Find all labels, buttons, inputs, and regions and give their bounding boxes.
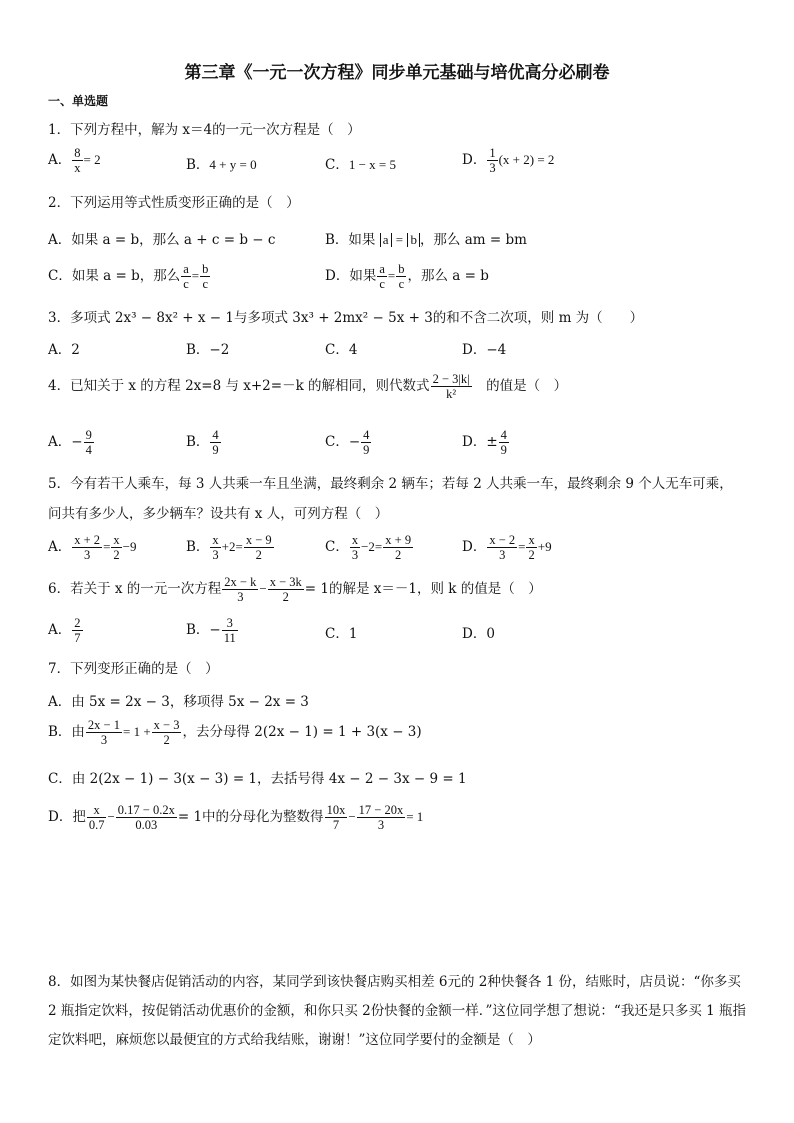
q2-option-c: C．如果 a = b，那么 $\frac{a}{c}$ = $\frac{b}{c}$ (48, 262, 209, 291)
q6-option-a: A． $\frac{2}{7}$ (48, 616, 81, 645)
q6-option-c: C．1 (325, 626, 358, 642)
question-3-stem: 3．多项式 2x³ − 8x² + x − 1与多项式 3x³ + 2mx² − 5x + 3的和不含二次项，则 m 为（ ） (48, 310, 644, 326)
q2-option-b: B．如果 a = b ，那么 am = bm (325, 232, 527, 248)
q5-option-a: A． $\frac{x + 2}{3}$ = $\frac{x}{2}$ −9 (48, 533, 137, 562)
q1-option-b: B．4 + y = 0 (186, 157, 257, 173)
q7-option-a: A．由 5x = 2x − 3，移项得 5x − 2x = 3 (48, 694, 309, 710)
q6-option-b: B．− $\frac{3}{11}$ (186, 616, 236, 645)
page-title: 第三章《一元一次方程》同步单元基础与培优高分必刷卷 (184, 63, 610, 83)
question-5-line-1: 5．今有若干人乘车，每 3 人共乘一车且坐满，最终剩余 2 辆车；若每 2 人共乘一车，最终剩余 9 个人无车可乘， (48, 476, 733, 492)
q2-option-d: D．如果 $\frac{a}{c}$ = $\frac{b}{c}$ ，那么 a = b (325, 262, 489, 291)
q7-option-b: B．由 $\frac{2x - 1}{3}$ = 1 + $\frac{x - 3}{2}$ ，去分母得 2(2x − 1) = 1 + 3(x − 3) (48, 718, 422, 747)
q5-option-d: D． $\frac{x - 2}{3}$ = $\frac{x}{2}$ +9 (462, 533, 552, 562)
question-8-text: 8．如图为某快餐店促销活动的内容，某同学到该快餐店购买相差 6元的 2种快餐各 1 份，结账时，店员说：“你多买 2 瓶指定饮料，按促销活动优惠价的金额，和你只买 2份快餐的金额一样．”这位同学想了想说：“我还是只多买 1 瓶指定饮料吧，麻烦您以最便宜的方式给我结账，谢谢！”这位同学要付的金额是（ ） (48, 974, 746, 1048)
q1-option-d: D． $\frac{1}{3}$ (x + 2) = 2 (462, 146, 555, 175)
question-1-stem: 1．下列方程中，解为 x＝4的一元一次方程是（ ） (48, 122, 361, 138)
q3-option-a: A．2 (48, 342, 80, 358)
q1-option-a: A． $\frac{8}{x}$ = 2 (48, 146, 101, 175)
question-2-stem: 2．下列运用等式性质变形正确的是（ ） (48, 195, 300, 211)
q2-option-a: A．如果 a = b，那么 a + c = b − c (48, 232, 276, 248)
q3-option-c: C．4 (325, 342, 358, 358)
q7-option-d: D．把 $\frac{x}{0.7}$ − $\frac{0.17 - 0.2x}{0.03}$ = 1中的分母化为整数得 $\frac{10x}{7}$ − $\frac{17 - 20x}{3}$ = 1 (48, 803, 424, 832)
q7-option-c: C．由 2(2x − 1) − 3(x − 3) = 1，去括号得 4x − 2 − 3x − 9 = 1 (48, 771, 467, 787)
q5-option-c: C． $\frac{x}{3}$ −2= $\frac{x + 9}{2}$ (325, 533, 412, 562)
q3-option-d: D．−4 (462, 342, 507, 358)
q1-option-c: C．1 − x = 5 (325, 157, 397, 173)
q4-option-d: D．± $\frac{4}{9}$ (462, 428, 507, 457)
question-7-stem: 7．下列变形正确的是（ ） (48, 661, 219, 677)
q4-option-a: A．− $\frac{9}{4}$ (48, 428, 92, 457)
fraction: $\frac{1}{3}$ (489, 146, 496, 175)
section-heading: 一、单选题 (48, 94, 109, 108)
q4-option-b: B． $\frac{4}{9}$ (186, 428, 219, 457)
q6-option-d: D．0 (462, 626, 495, 642)
q4-option-c: C．− $\frac{4}{9}$ (325, 428, 370, 457)
question-4-stem: 4．已知关于 x 的方程 2x=8 与 x+2=－k 的解相同，则代数式 $\frac{2 - 3|k|}{\text{k²}}$ 的值是（ ） (48, 372, 568, 401)
q3-option-b: B．−2 (186, 342, 230, 358)
fraction: $\frac{8}{x}$ (74, 146, 81, 175)
q5-option-b: B． $\frac{x}{3}$ +2= $\frac{x - 9}{2}$ (186, 533, 272, 562)
question-6-stem: 6．若关于 x 的一元一次方程 $\frac{2x - k}{3}$ − $\frac{x - 3k}{2}$ = 1的解是 x＝－1，则 k 的值是（ ） (48, 575, 542, 604)
question-5-line-2: 问共有多少人，多少辆车？设共有 x 人，可列方程（ ） (48, 506, 389, 522)
